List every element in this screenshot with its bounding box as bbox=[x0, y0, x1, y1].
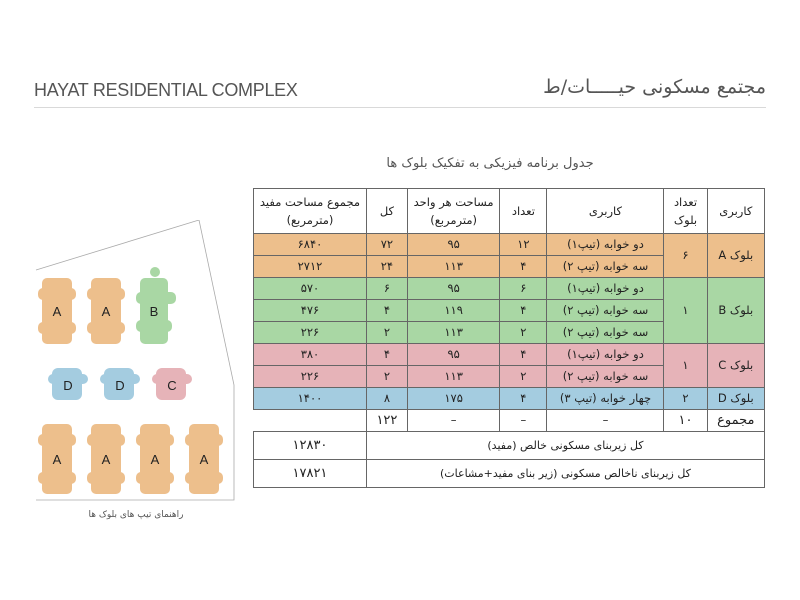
unit-count-cell: ۴ bbox=[500, 256, 547, 278]
block-label: A bbox=[199, 452, 209, 467]
block-label: A bbox=[150, 452, 160, 467]
unit-use-cell: سه خوابه (تیپ ۲) bbox=[547, 256, 664, 278]
unit-use-cell: دو خوابه (تیپ۱) bbox=[547, 234, 664, 256]
total-units: ۱۲۲ bbox=[366, 410, 407, 432]
unit-area-cell: ۹۵ bbox=[407, 344, 499, 366]
net-area-label: کل زیربنای مسکونی خالص (مفید) bbox=[366, 432, 764, 460]
header-unit-area: مساحت هر واحد (مترمربع) bbox=[407, 189, 499, 234]
block-label: A bbox=[52, 304, 62, 319]
total-cell: ۶ bbox=[366, 278, 407, 300]
table-header-row bbox=[254, 189, 765, 234]
table-row bbox=[254, 344, 765, 366]
header-unit-use: کاربری bbox=[547, 189, 664, 234]
net-area-cell: ۲۲۶ bbox=[254, 322, 367, 344]
unit-use-cell: دو خوابه (تیپ۱) bbox=[547, 278, 664, 300]
unit-area-cell: ۱۷۵ bbox=[407, 388, 499, 410]
gross-area-value: ۱۷۸۲۱ bbox=[254, 460, 367, 488]
unit-count-cell: ۶ bbox=[500, 278, 547, 300]
block-count-cell: ۱ bbox=[664, 278, 707, 344]
block-d-1 bbox=[48, 368, 88, 400]
net-area-cell: ۲۲۶ bbox=[254, 366, 367, 388]
net-area-cell: ۵۷۰ bbox=[254, 278, 367, 300]
block-label: A bbox=[101, 452, 111, 467]
table-row bbox=[254, 278, 765, 300]
physical-program-table bbox=[253, 188, 765, 488]
block-count-cell: ۲ bbox=[664, 388, 707, 410]
unit-count-cell: ۴ bbox=[500, 300, 547, 322]
unit-use-cell: دو خوابه (تیپ۱) bbox=[547, 344, 664, 366]
total-dash: – bbox=[407, 410, 499, 432]
unit-count-cell: ۴ bbox=[500, 388, 547, 410]
net-area-cell: ۳۸۰ bbox=[254, 344, 367, 366]
title-english: HAYAT RESIDENTIAL COMPLEX bbox=[34, 80, 298, 100]
total-cell: ۲ bbox=[366, 322, 407, 344]
empty-cell bbox=[254, 410, 367, 432]
block-a-bottom-3 bbox=[136, 424, 174, 494]
total-dash: – bbox=[500, 410, 547, 432]
block-a-bottom-2 bbox=[87, 424, 125, 494]
net-area-value: ۱۲۸۳۰ bbox=[254, 432, 367, 460]
table-row bbox=[254, 388, 765, 410]
total-cell: ۴ bbox=[366, 300, 407, 322]
unit-area-cell: ۱۱۳ bbox=[407, 366, 499, 388]
total-cell: ۲ bbox=[366, 366, 407, 388]
block-name-cell: بلوک B bbox=[707, 278, 764, 344]
gross-area-row bbox=[254, 460, 765, 488]
block-a-top-1 bbox=[38, 278, 76, 344]
total-dash: – bbox=[547, 410, 664, 432]
total-blocks: ۱۰ bbox=[664, 410, 707, 432]
block-a-bottom-1 bbox=[38, 424, 76, 494]
unit-count-cell: ۱۲ bbox=[500, 234, 547, 256]
block-label: D bbox=[115, 378, 125, 393]
unit-area-cell: ۹۵ bbox=[407, 234, 499, 256]
site-plan bbox=[34, 220, 244, 505]
total-cell: ۴ bbox=[366, 344, 407, 366]
total-cell: ۷۲ bbox=[366, 234, 407, 256]
unit-area-cell: ۹۵ bbox=[407, 278, 499, 300]
header-block-count: تعداد بلوک bbox=[664, 189, 707, 234]
block-label: C bbox=[167, 378, 177, 393]
block-name-cell: بلوک D bbox=[707, 388, 764, 410]
net-area-cell: ۶۸۴۰ bbox=[254, 234, 367, 256]
unit-use-cell: سه خوابه (تیپ ۲) bbox=[547, 300, 664, 322]
title-persian: مجتمع مسکونی حیـــــات/ط bbox=[543, 76, 766, 98]
block-name-cell: بلوک C bbox=[707, 344, 764, 388]
total-cell: ۲۴ bbox=[366, 256, 407, 278]
net-area-row bbox=[254, 432, 765, 460]
block-b bbox=[136, 267, 176, 344]
net-area-cell: ۲۷۱۲ bbox=[254, 256, 367, 278]
unit-count-cell: ۲ bbox=[500, 366, 547, 388]
unit-count-cell: ۲ bbox=[500, 322, 547, 344]
block-count-cell: ۱ bbox=[664, 344, 707, 388]
block-label: B bbox=[149, 304, 159, 319]
site-plan-caption: راهنمای تیپ های بلوک ها bbox=[88, 510, 184, 520]
block-label: A bbox=[52, 452, 62, 467]
unit-use-cell: سه خوابه (تیپ ۲) bbox=[547, 366, 664, 388]
unit-area-cell: ۱۱۹ bbox=[407, 300, 499, 322]
total-label: مجموع bbox=[707, 410, 764, 432]
net-area-cell: ۴۷۶ bbox=[254, 300, 367, 322]
unit-area-cell: ۱۱۳ bbox=[407, 256, 499, 278]
total-row bbox=[254, 410, 765, 432]
header-total: کل bbox=[366, 189, 407, 234]
table-caption: جدول برنامه فیزیکی به تفکیک بلوک ها bbox=[386, 156, 594, 171]
table-row bbox=[254, 234, 765, 256]
block-d-2 bbox=[100, 368, 140, 400]
total-cell: ۸ bbox=[366, 388, 407, 410]
block-c bbox=[152, 368, 192, 400]
unit-use-cell: چهار خوابه (تیپ ۳) bbox=[547, 388, 664, 410]
net-area-cell: ۱۴۰۰ bbox=[254, 388, 367, 410]
header-net-area: مجموع مساحت مفید (مترمربع) bbox=[254, 189, 367, 234]
header-block-use: کاربری bbox=[707, 189, 764, 234]
unit-use-cell: سه خوابه (تیپ ۲) bbox=[547, 322, 664, 344]
header-unit-count: تعداد bbox=[500, 189, 547, 234]
unit-area-cell: ۱۱۳ bbox=[407, 322, 499, 344]
block-label: A bbox=[101, 304, 111, 319]
gross-area-label: کل زیربنای ناخالص مسکونی (زیر بنای مفید+مشاعات) bbox=[366, 460, 764, 488]
block-a-top-2 bbox=[87, 278, 125, 344]
block-label: D bbox=[63, 378, 73, 393]
block-count-cell: ۶ bbox=[664, 234, 707, 278]
block-name-cell: بلوک A bbox=[707, 234, 764, 278]
header-divider bbox=[34, 107, 766, 108]
block-a-bottom-4 bbox=[185, 424, 223, 494]
unit-count-cell: ۴ bbox=[500, 344, 547, 366]
